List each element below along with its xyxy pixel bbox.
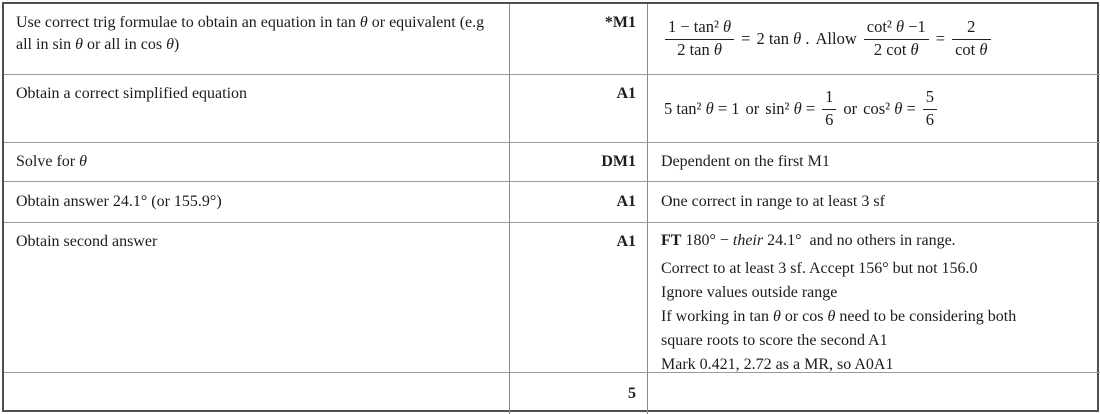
note-text: 24.1° and no others in range.: [763, 232, 956, 249]
mark-scheme-table: [2, 2, 1099, 412]
equals-sign: =: [741, 29, 751, 48]
fraction-numerator: 1: [825, 86, 834, 106]
mark-cell-row4: [510, 182, 648, 223]
mark-code: A1: [616, 85, 636, 102]
fraction: [952, 18, 990, 60]
mark-code: *M1: [604, 14, 636, 31]
fraction-numerator: 1 − tan² θ: [668, 17, 732, 37]
fraction-numerator: 5: [925, 86, 935, 106]
note-line: square roots to score the second A1: [661, 332, 888, 349]
description-text: Solve for θ: [16, 153, 87, 170]
allow-label: Allow: [815, 29, 857, 48]
note-line-ft: [661, 229, 1091, 253]
note-text: One correct in range to at least 3 sf: [661, 193, 885, 210]
fraction-denominator: 6: [822, 109, 836, 130]
fraction-denominator: 6: [923, 109, 937, 130]
mark-code: A1: [616, 233, 636, 250]
formula-part: cos² θ =: [863, 98, 916, 118]
description-text: Obtain answer 24.1° (or 155.9°): [16, 193, 222, 210]
or-word: or: [843, 98, 858, 118]
ft-label: FT: [661, 232, 682, 249]
note-line: If working in tan θ or cos θ need to be considering both: [661, 308, 1017, 325]
notes-block: [661, 223, 1091, 373]
fraction-denominator: cot θ: [952, 39, 990, 60]
mark-code: DM1: [601, 153, 636, 170]
description-text: Use correct trig formulae to obtain an equation in tan θ or equivalent (e.g all in sin θ or all in cos θ): [16, 14, 485, 53]
fraction: [822, 88, 836, 130]
fraction-denominator: 2 cot θ: [864, 39, 929, 60]
fraction: [923, 88, 937, 130]
fraction: [665, 18, 734, 60]
fraction: [864, 18, 929, 60]
description-cell-row4: [4, 182, 510, 223]
their-word: their: [732, 232, 764, 249]
notes-cell-row5: [648, 223, 1100, 373]
note-line: Ignore values outside range: [661, 284, 838, 301]
description-text: Obtain second answer: [16, 233, 158, 250]
notes-cell-row3: [648, 143, 1100, 182]
formula-rhs: 2 tan θ .: [756, 29, 810, 48]
note-text: 180° −: [681, 232, 733, 249]
description-cell-row1: [4, 4, 510, 75]
total-marks-value: 5: [628, 384, 636, 402]
formula-part: sin² θ =: [765, 98, 816, 118]
total-marks-cell: [510, 373, 648, 414]
note-line: Correct to at least 3 sf. Accept 156° but not 156.0: [661, 260, 978, 277]
or-word: or: [745, 98, 760, 118]
equals-sign: =: [935, 29, 946, 48]
mark-cell-row1: [510, 4, 648, 75]
notes-cell-row6: [648, 373, 1100, 414]
mark-cell-row5: [510, 223, 648, 373]
fraction-numerator: cot² θ −1: [866, 17, 926, 37]
mark-cell-row2: [510, 75, 648, 143]
formula-part: 5 tan² θ = 1: [664, 98, 740, 118]
description-cell-row3: [4, 143, 510, 182]
note-line: Mark 0.421, 2.72 as a MR, so A0A1: [661, 356, 894, 373]
notes-cell-row2: [648, 75, 1100, 143]
fraction-denominator: 2 tan θ: [665, 39, 734, 60]
mark-cell-row3: [510, 143, 648, 182]
notes-cell-row4: [648, 182, 1100, 223]
description-cell-row6: [4, 373, 510, 414]
description-text: Obtain a correct simplified equation: [16, 85, 248, 102]
note-text: Dependent on the first M1: [661, 153, 830, 170]
description-cell-row5: [4, 223, 510, 373]
description-cell-row2: [4, 75, 510, 143]
notes-cell-row1: [648, 4, 1100, 75]
mark-code: A1: [616, 193, 636, 210]
fraction-numerator: 2: [967, 17, 976, 37]
